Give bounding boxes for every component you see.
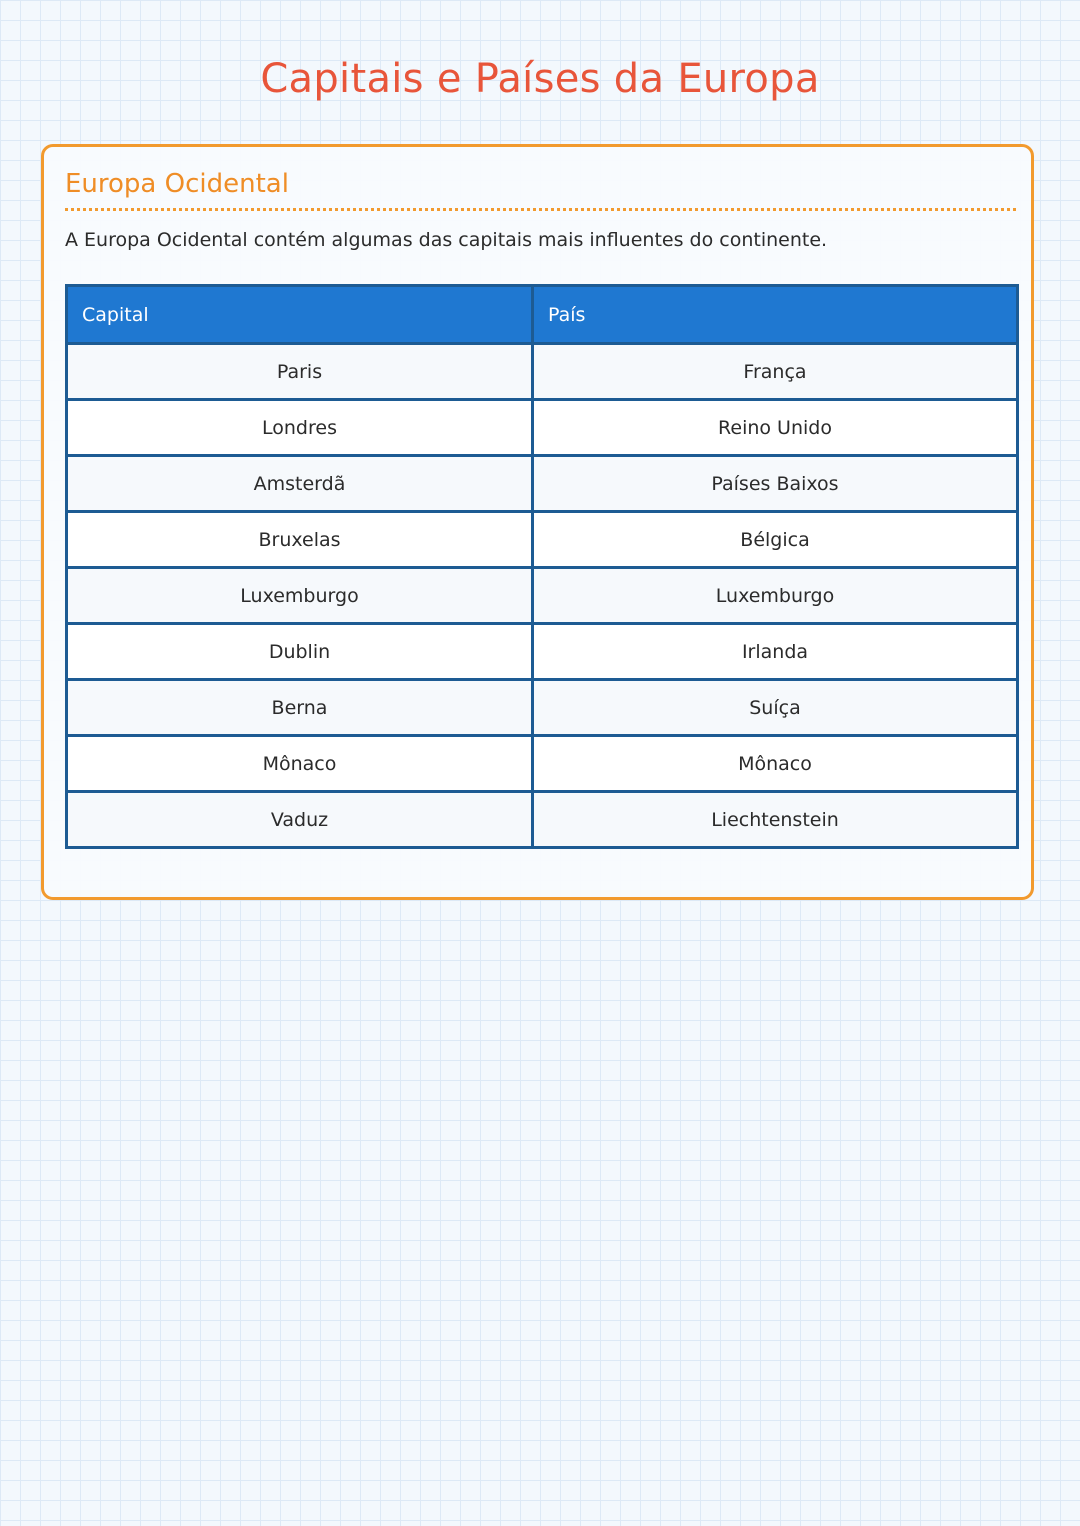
table-row	[67, 792, 1018, 848]
country-cell: Países Baixos	[533, 456, 1018, 512]
table-row	[67, 568, 1018, 624]
column-header-country: País	[533, 286, 1018, 344]
capital-cell: Berna	[67, 680, 533, 736]
capital-cell: Amsterdã	[67, 456, 533, 512]
country-cell: Bélgica	[533, 512, 1018, 568]
table-row	[67, 512, 1018, 568]
table-row	[67, 624, 1018, 680]
capital-cell: Londres	[67, 400, 533, 456]
table-row	[67, 400, 1018, 456]
country-cell: Mônaco	[533, 736, 1018, 792]
capital-cell: Paris	[67, 344, 533, 400]
country-cell: Liechtenstein	[533, 792, 1018, 848]
capital-cell: Bruxelas	[67, 512, 533, 568]
table-header-row	[67, 286, 1018, 344]
country-cell: Luxemburgo	[533, 568, 1018, 624]
capital-cell: Mônaco	[67, 736, 533, 792]
country-cell: França	[533, 344, 1018, 400]
column-header-capital: Capital	[67, 286, 533, 344]
table-row	[67, 344, 1018, 400]
capital-cell: Vaduz	[67, 792, 533, 848]
table-row	[67, 736, 1018, 792]
section-description: A Europa Ocidental contém algumas das capitais mais influentes do continente.	[65, 229, 828, 251]
capitals-table	[65, 284, 1019, 849]
capital-cell: Luxemburgo	[67, 568, 533, 624]
country-cell: Irlanda	[533, 624, 1018, 680]
country-cell: Reino Unido	[533, 400, 1018, 456]
western-europe-card	[41, 144, 1034, 900]
table-row	[67, 456, 1018, 512]
section-heading: Europa Ocidental	[65, 169, 289, 199]
capital-cell: Dublin	[67, 624, 533, 680]
heading-divider	[65, 208, 1016, 211]
country-cell: Suíça	[533, 680, 1018, 736]
table-row	[67, 680, 1018, 736]
page-title: Capitais e Países da Europa	[260, 56, 820, 102]
